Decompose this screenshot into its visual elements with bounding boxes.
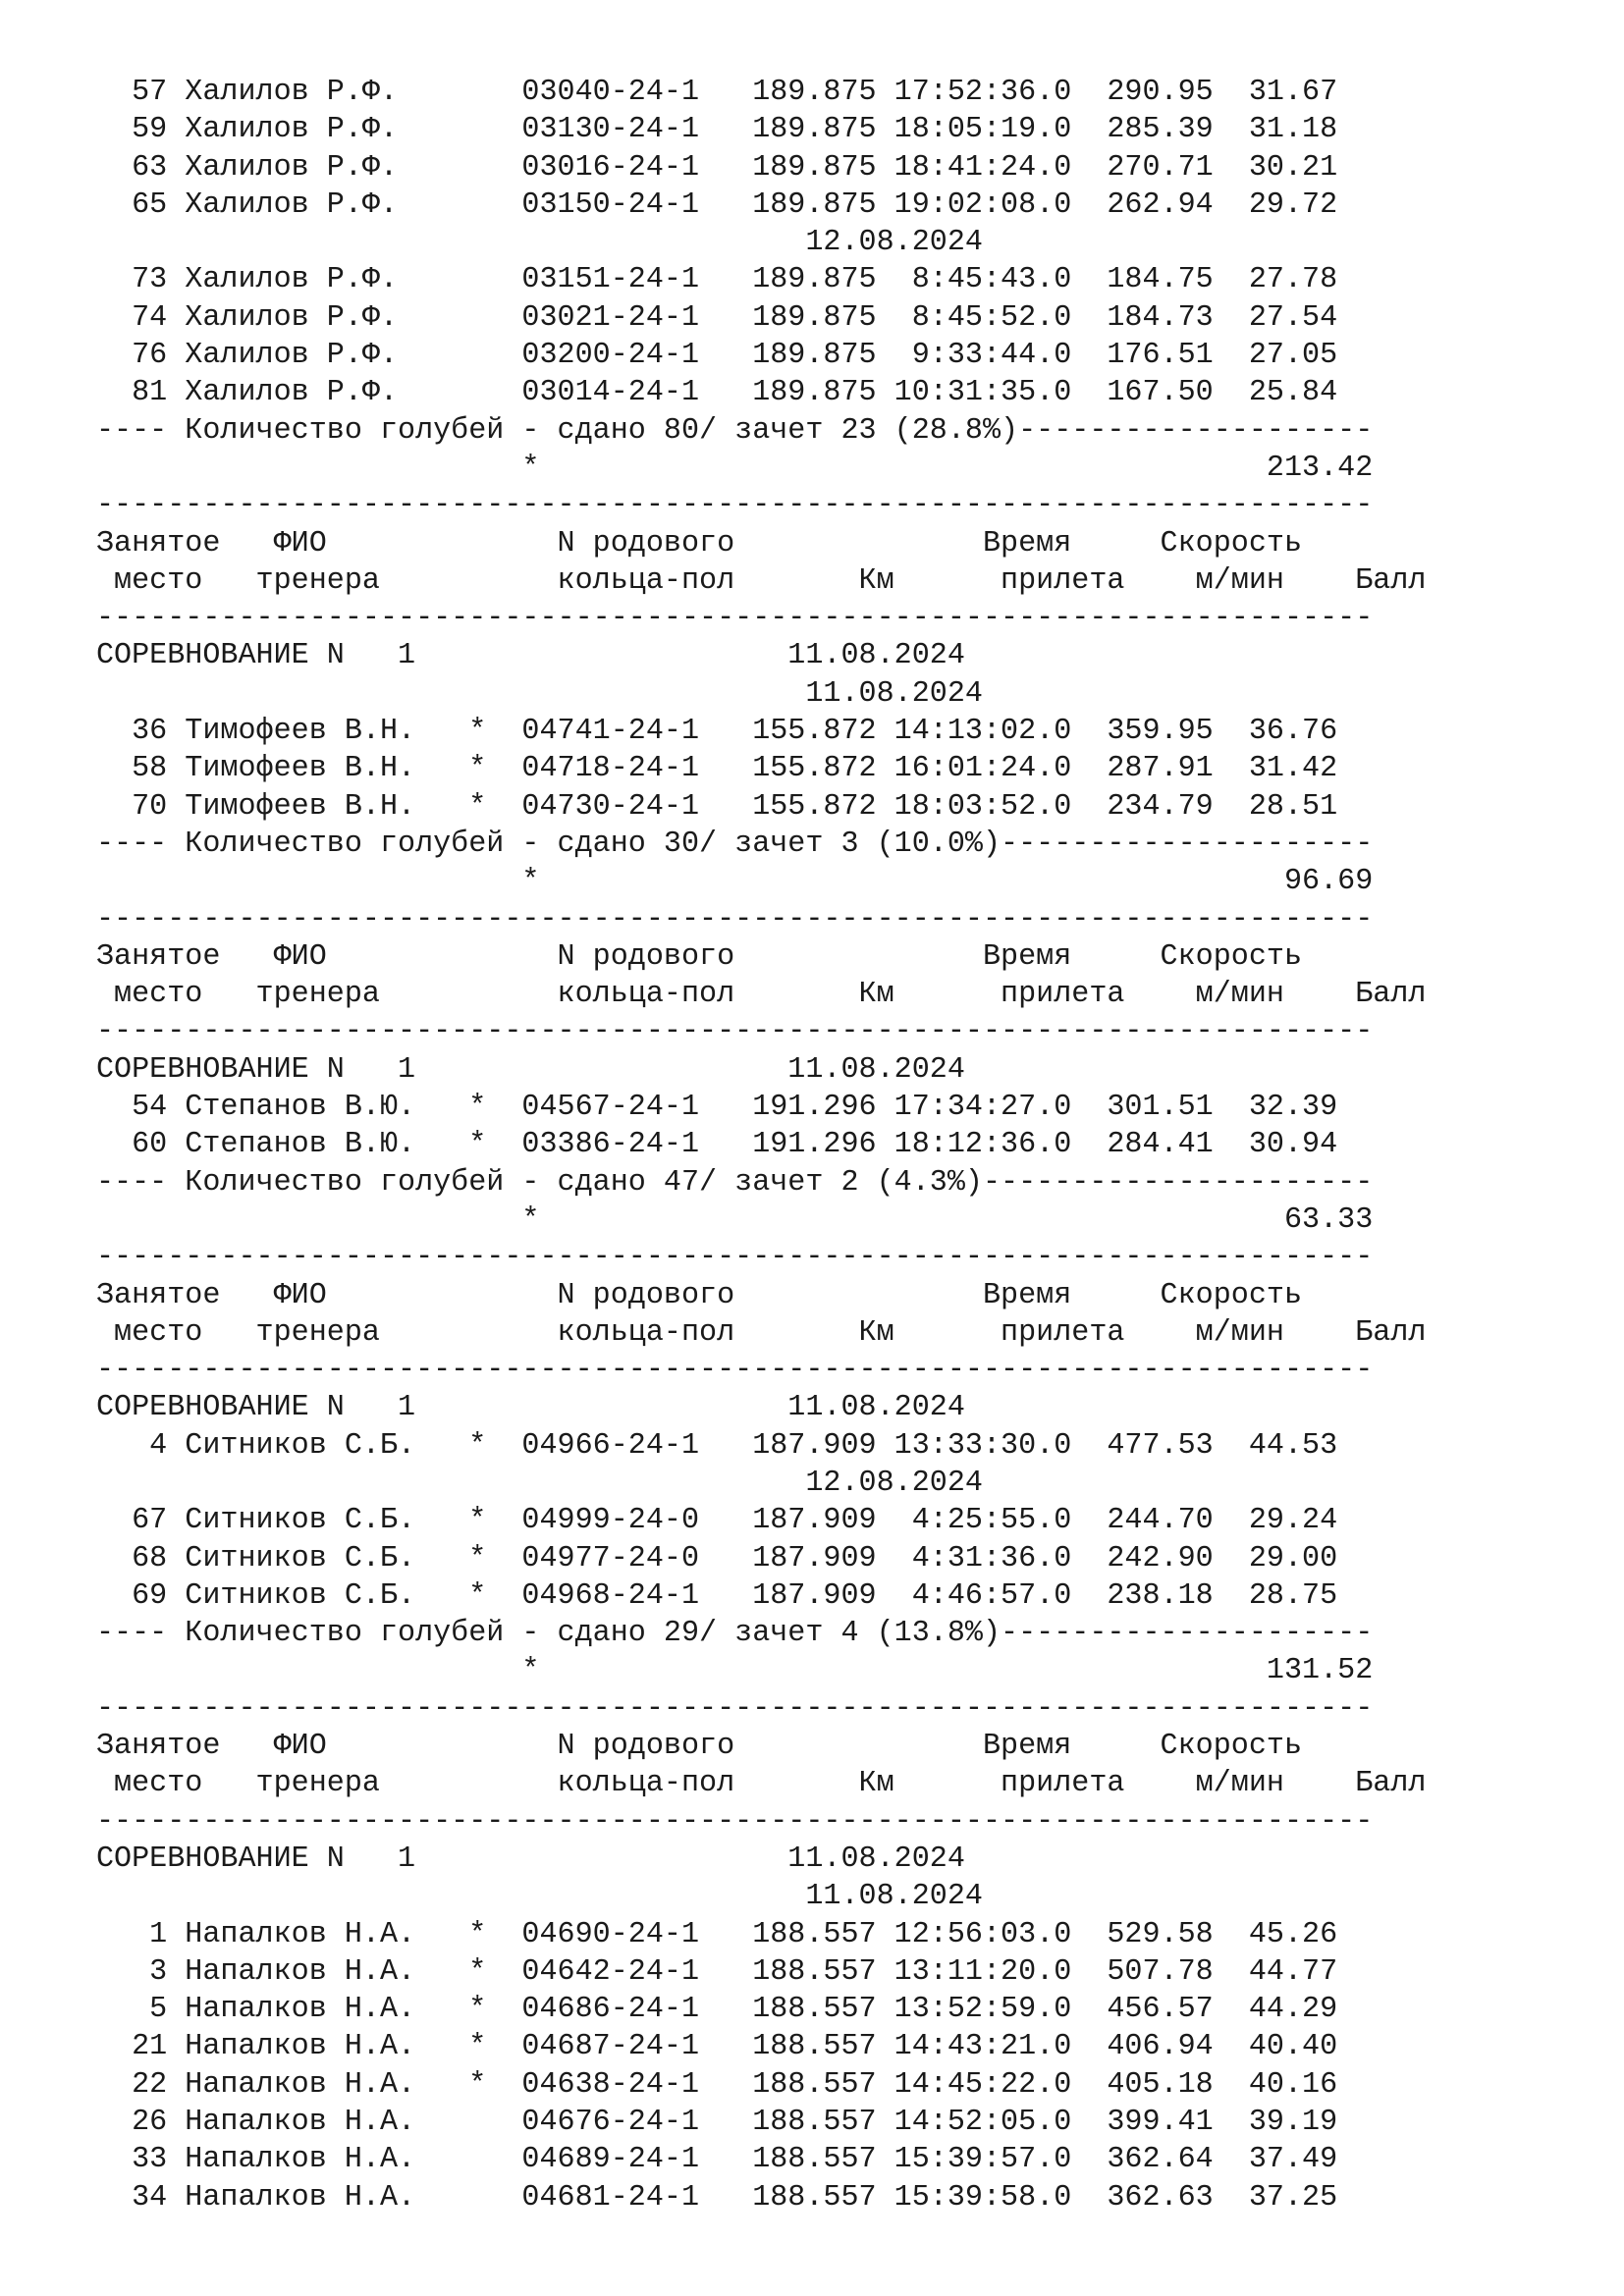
divider: ------------------------------------------------------------------------	[96, 602, 1374, 636]
total-score-line: * 96.69	[96, 865, 1374, 899]
result-row: 67 Ситников С.Б. * 04999-24-0 187.909 4:25:55.0 244.70 29.24	[96, 1504, 1338, 1538]
result-row: 60 Степанов В.Ю. * 03386-24-1 191.296 18:12:36.0 284.41 30.94	[96, 1128, 1338, 1162]
divider: ------------------------------------------------------------------------	[96, 1354, 1374, 1388]
summary-line: ---- Количество голубей - сдано 47/ зачет 2 (4.3%)----------------------	[96, 1165, 1374, 1200]
result-row: 74 Халилов Р.Ф. 03021-24-1 189.875 8:45:52.0 184.73 27.54	[96, 300, 1338, 335]
date-line: 11.08.2024	[96, 676, 983, 711]
result-row: 54 Степанов В.Ю. * 04567-24-1 191.296 17:34:27.0 301.51 32.39	[96, 1091, 1338, 1125]
date-line: 11.08.2024	[96, 1880, 983, 1914]
total-score-line: * 131.52	[96, 1654, 1374, 1688]
divider: ------------------------------------------------------------------------	[96, 1804, 1374, 1839]
result-row: 3 Напалков Н.А. * 04642-24-1 188.557 13:11:20.0 507.78 44.77	[96, 1954, 1338, 1989]
result-row: 57 Халилов Р.Ф. 03040-24-1 189.875 17:52:36.0 290.95 31.67	[96, 76, 1338, 109]
competition-line: СОРЕВНОВАНИЕ N 1 11.08.2024	[96, 1391, 965, 1425]
results-printout	[96, 74, 1549, 2216]
result-row: 76 Халилов Р.Ф. 03200-24-1 189.875 9:33:44.0 176.51 27.05	[96, 339, 1338, 373]
divider: ------------------------------------------------------------------------	[96, 1241, 1374, 1275]
result-row: 1 Напалков Н.А. * 04690-24-1 188.557 12:56:03.0 529.58 45.26	[96, 1917, 1338, 1951]
competition-line: СОРЕВНОВАНИЕ N 1 11.08.2024	[96, 639, 965, 673]
date-line: 12.08.2024	[96, 226, 983, 260]
result-row: 63 Халилов Р.Ф. 03016-24-1 189.875 18:41:24.0 270.71 30.21	[96, 150, 1338, 185]
divider: ------------------------------------------------------------------------	[96, 902, 1374, 936]
result-row: 33 Напалков Н.А. 04689-24-1 188.557 15:39:57.0 362.64 37.49	[96, 2143, 1338, 2177]
result-row: 5 Напалков Н.А. * 04686-24-1 188.557 13:52:59.0 456.57 44.29	[96, 1993, 1338, 2027]
total-score-line: * 63.33	[96, 1202, 1374, 1237]
total-score-line: * 213.42	[96, 451, 1374, 485]
header-line-1: Занятое ФИО N родового Время Скорость	[96, 1278, 1303, 1312]
result-row: 26 Напалков Н.А. 04676-24-1 188.557 14:52:05.0 399.41 39.19	[96, 2106, 1338, 2140]
divider: ------------------------------------------------------------------------	[96, 489, 1374, 523]
result-row: 21 Напалков Н.А. * 04687-24-1 188.557 14:43:21.0 406.94 40.40	[96, 2030, 1338, 2064]
result-row: 36 Тимофеев В.Н. * 04741-24-1 155.872 14:13:02.0 359.95 36.76	[96, 715, 1338, 749]
header-line-2: место тренера кольца-пол Км прилета м/мин Балл	[96, 1315, 1427, 1350]
result-row: 34 Напалков Н.А. 04681-24-1 188.557 15:39:58.0 362.63 37.25	[96, 2180, 1338, 2215]
result-row: 73 Халилов Р.Ф. 03151-24-1 189.875 8:45:43.0 184.75 27.78	[96, 263, 1338, 297]
summary-line: ---- Количество голубей - сдано 80/ зачет 23 (28.8%)--------------------	[96, 413, 1374, 448]
competition-line: СОРЕВНОВАНИЕ N 1 11.08.2024	[96, 1052, 965, 1087]
summary-line: ---- Количество голубей - сдано 29/ зачет 4 (13.8%)---------------------	[96, 1617, 1374, 1651]
header-line-2: место тренера кольца-пол Км прилета м/мин Балл	[96, 563, 1427, 598]
result-row: 69 Ситников С.Б. * 04968-24-1 187.909 4:46:57.0 238.18 28.75	[96, 1578, 1338, 1613]
result-row: 70 Тимофеев В.Н. * 04730-24-1 155.872 18:03:52.0 234.79 28.51	[96, 789, 1338, 824]
result-row: 4 Ситников С.Б. * 04966-24-1 187.909 13:33:30.0 477.53 44.53	[96, 1428, 1338, 1463]
header-line-1: Занятое ФИО N родового Время Скорость	[96, 526, 1303, 561]
header-line-2: место тренера кольца-пол Км прилета м/мин Балл	[96, 1767, 1427, 1801]
header-line-2: место тренера кольца-пол Км прилета м/мин Балл	[96, 978, 1427, 1012]
result-row: 22 Напалков Н.А. * 04638-24-1 188.557 14:45:22.0 405.18 40.16	[96, 2067, 1338, 2102]
competition-line: СОРЕВНОВАНИЕ N 1 11.08.2024	[96, 1842, 965, 1876]
date-line: 12.08.2024	[96, 1466, 983, 1500]
divider: ------------------------------------------------------------------------	[96, 1015, 1374, 1049]
result-row: 65 Халилов Р.Ф. 03150-24-1 189.875 19:02:08.0 262.94 29.72	[96, 187, 1338, 222]
header-line-1: Занятое ФИО N родового Время Скорость	[96, 939, 1303, 974]
result-row: 58 Тимофеев В.Н. * 04718-24-1 155.872 16:01:24.0 287.91 31.42	[96, 752, 1338, 786]
result-row: 68 Ситников С.Б. * 04977-24-0 187.909 4:31:36.0 242.90 29.00	[96, 1541, 1338, 1575]
result-row: 59 Халилов Р.Ф. 03130-24-1 189.875 18:05:19.0 285.39 31.18	[96, 113, 1338, 147]
result-row: 81 Халилов Р.Ф. 03014-24-1 189.875 10:31:35.0 167.50 25.84	[96, 376, 1338, 410]
summary-line: ---- Количество голубей - сдано 30/ зачет 3 (10.0%)---------------------	[96, 827, 1374, 861]
divider: ------------------------------------------------------------------------	[96, 1691, 1374, 1726]
header-line-1: Занятое ФИО N родового Время Скорость	[96, 1730, 1303, 1764]
